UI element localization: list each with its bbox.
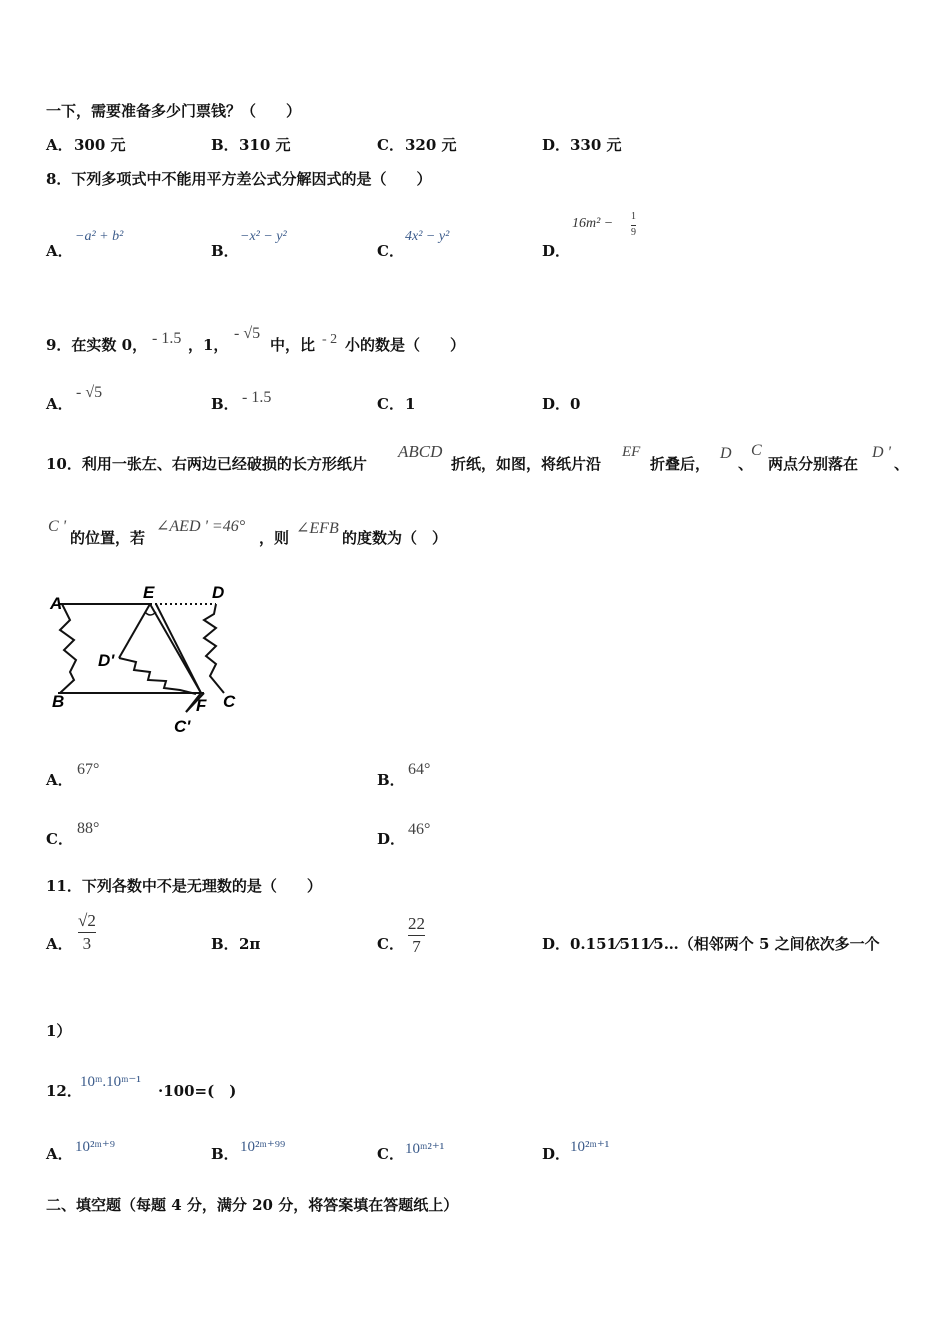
q8-option-b-letter: B． xyxy=(211,242,239,260)
label-b: B xyxy=(52,692,65,711)
q12-option-a: 10²ᵐ⁺⁹ xyxy=(75,1139,115,1155)
label-e: E xyxy=(143,583,155,602)
q7-option-c: 320 元 xyxy=(405,136,457,154)
q11-option-d-letter: D． xyxy=(542,935,571,953)
q11-stem: 11．下列各数中不是无理数的是（ ） xyxy=(46,877,322,895)
q10-folding-figure xyxy=(46,580,246,740)
q10-option-c-letter: C． xyxy=(46,830,73,848)
label-f: F xyxy=(196,696,207,715)
q10-math-d-prime: D ' xyxy=(872,444,891,461)
q11-option-a xyxy=(78,912,96,953)
q11-option-c xyxy=(408,915,425,956)
q10-option-b: 64° xyxy=(408,761,431,778)
q10-math-abcd: ABCD xyxy=(398,442,443,461)
q12-number: 12． xyxy=(46,1082,82,1100)
q10-math-c-prime: C ' xyxy=(48,518,67,535)
q8-option-a: −a² + b² xyxy=(75,229,124,244)
q12-option-a-letter: A． xyxy=(46,1145,73,1163)
label-c-prime: C' xyxy=(174,717,191,736)
q7-option-d-letter: D． xyxy=(542,136,571,154)
q11-option-d: 0.151⁄511⁄5…（相邻两个 5 之间依次多一个 xyxy=(570,935,880,953)
q10-stem-part1: 10．利用一张左、右两边已经破损的长方形纸片 xyxy=(46,455,367,473)
q9-stem-part4: 小的数是（ ） xyxy=(345,336,466,354)
q12-expression: 10ᵐ.10ᵐ⁻¹ xyxy=(80,1074,141,1090)
label-c: C xyxy=(223,692,236,711)
q12-option-b: 10²ᵐ⁺⁹⁹ xyxy=(240,1139,286,1155)
q10-option-a-letter: A． xyxy=(46,771,73,789)
q10-math-angle-aed: ∠AED ' =46° xyxy=(156,518,246,535)
q9-option-a-letter: A． xyxy=(46,395,73,413)
q8-stem: 8．下列多项式中不能用平方差公式分解因式的是（ ） xyxy=(46,170,432,188)
q12-option-d: 10²ᵐ⁺¹ xyxy=(570,1139,610,1155)
q10-option-d: 46° xyxy=(408,821,431,838)
q11-a-numerator: √2 xyxy=(78,911,96,930)
q12-option-d-letter: D． xyxy=(542,1145,571,1163)
q9-option-c-letter: C． xyxy=(377,395,404,413)
q10-math-angle-efb: ∠EFB xyxy=(296,520,339,537)
q7-option-a-letter: A． xyxy=(46,136,73,154)
q8-option-c-letter: C． xyxy=(377,242,404,260)
q8-option-d-fraction xyxy=(631,212,636,238)
q7-option-b: 310 元 xyxy=(239,136,291,154)
q10-stem-part2: 折纸，如图，将纸片沿 xyxy=(451,455,602,473)
q9-option-d: 0 xyxy=(570,395,581,413)
q10-stem-part5: 两点分别落在 xyxy=(768,455,859,473)
q8-option-d: 16m² − xyxy=(572,216,614,231)
right-torn-edge xyxy=(204,604,224,693)
q8-fraction-numerator: 1 xyxy=(631,211,636,222)
q11-option-a-letter: A． xyxy=(46,935,73,953)
q9-option-d-letter: D． xyxy=(542,395,571,413)
q10-stem-part8: ，则 xyxy=(259,529,290,547)
q10-stem-part3: 折叠后， xyxy=(650,455,711,473)
q9-stem-part1: 9．在实数 0， xyxy=(46,336,148,354)
q11-option-b: 2π xyxy=(239,935,261,953)
q11-c-numerator: 22 xyxy=(408,914,425,933)
q9-value-neg-sqrt5: - √5 xyxy=(234,325,261,342)
q10-option-b-letter: B． xyxy=(377,771,405,789)
q8-fraction-denominator: 9 xyxy=(631,226,636,238)
q10-stem-part4: 、 xyxy=(738,455,754,473)
q7-option-a: 300 元 xyxy=(74,136,126,154)
q8-option-d-letter: D． xyxy=(542,242,571,260)
q9-value-neg-2: - 2 xyxy=(322,332,338,347)
q7-option-d: 330 元 xyxy=(570,136,622,154)
q10-option-d-letter: D． xyxy=(377,830,406,848)
q8-option-b: −x² − y² xyxy=(240,229,287,244)
section-2-title: 二、填空题（每题 4 分，满分 20 分，将答案填在答题纸上） xyxy=(46,1196,459,1214)
label-d: D xyxy=(212,583,225,602)
q10-math-d: D xyxy=(720,445,732,462)
label-d-prime: D' xyxy=(98,651,115,670)
q7-stem-tail: 一下，需要准备多少门票钱？（ ） xyxy=(46,102,302,120)
q8-option-a-letter: A． xyxy=(46,242,73,260)
q9-option-b: - 1.5 xyxy=(242,389,272,406)
q11-c-denominator: 7 xyxy=(412,936,421,956)
q11-option-d-continued: 1） xyxy=(46,1022,72,1040)
q12-option-c-letter: C． xyxy=(377,1145,404,1163)
q11-a-denominator: 3 xyxy=(82,933,92,953)
segment-fold-side xyxy=(156,604,201,693)
q12-option-c: 10ᵐ²⁺¹ xyxy=(405,1141,445,1157)
q7-option-b-letter: B． xyxy=(211,136,239,154)
q9-option-c: 1 xyxy=(405,395,416,413)
q9-option-a: - √5 xyxy=(76,384,103,401)
q9-stem-part3: 中，比 xyxy=(270,336,316,354)
q11-option-c-letter: C． xyxy=(377,935,404,953)
q10-option-a: 67° xyxy=(77,761,100,778)
q12-stem-tail: ·100=( ) xyxy=(158,1082,237,1100)
q10-math-c: C xyxy=(751,442,762,459)
q9-option-b-letter: B． xyxy=(211,395,239,413)
q10-math-ef: EF xyxy=(622,444,641,460)
q7-option-c-letter: C． xyxy=(377,136,404,154)
q10-stem-part9: 的度数为（ ） xyxy=(342,529,448,547)
q9-stem-part2: ，1， xyxy=(188,336,229,354)
q11-option-b-letter: B． xyxy=(211,935,239,953)
q10-option-c: 88° xyxy=(77,820,100,837)
q8-option-c: 4x² − y² xyxy=(405,229,450,244)
q12-option-b-letter: B． xyxy=(211,1145,239,1163)
q10-stem-part6: 、 xyxy=(894,455,910,473)
q9-value-neg-1-5: - 1.5 xyxy=(152,330,182,347)
left-torn-edge xyxy=(60,604,76,693)
q10-stem-part7: 的位置，若 xyxy=(70,529,146,547)
label-a: A xyxy=(50,594,63,613)
